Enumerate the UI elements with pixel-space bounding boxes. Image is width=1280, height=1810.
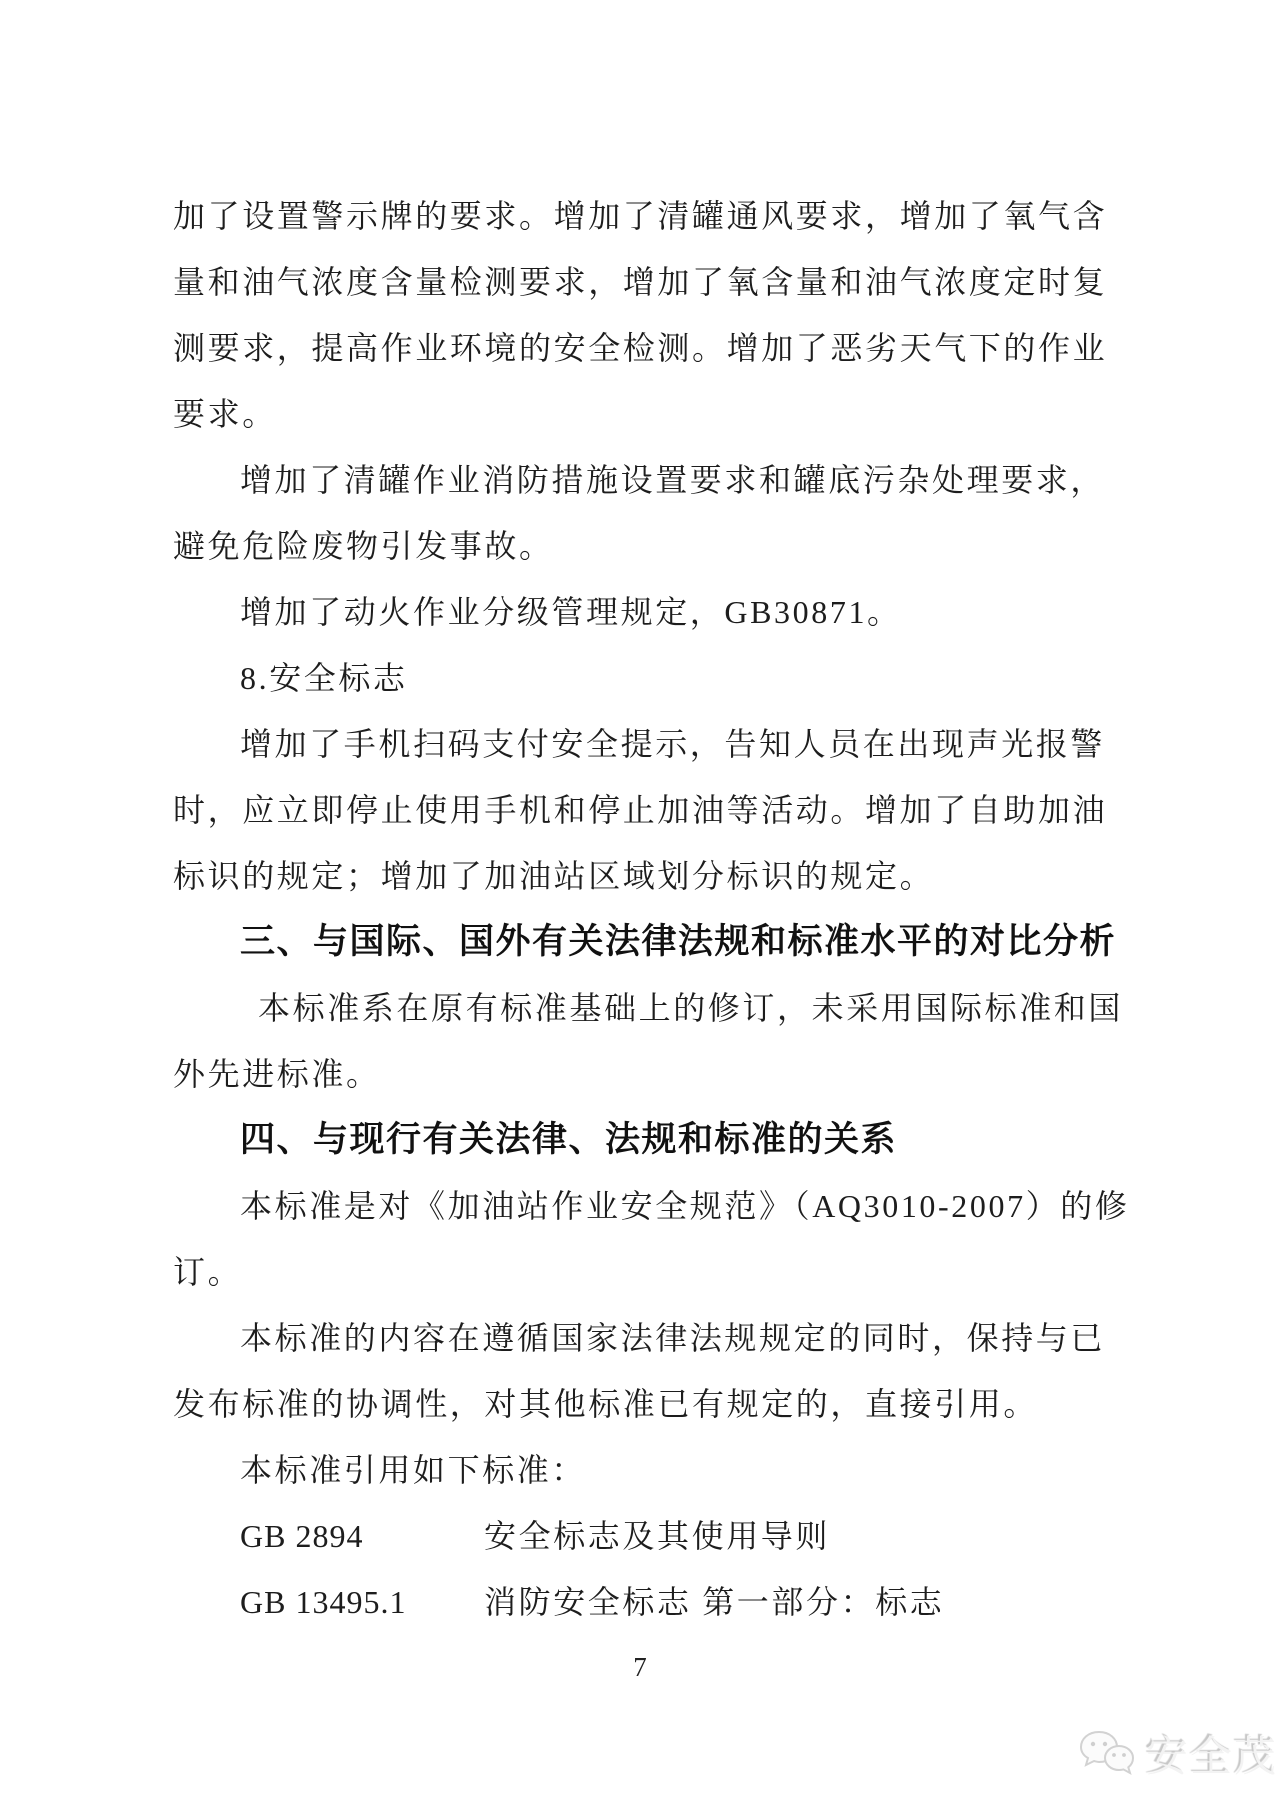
doc-line: 测要求，提高作业环境的安全检测。增加了恶劣天气下的作业: [173, 330, 1108, 366]
watermark: [1078, 1724, 1278, 1784]
reference-standard-row: [173, 1503, 1107, 1569]
doc-line: 标识的规定；增加了加油站区域划分标识的规定。: [173, 858, 935, 894]
doc-line: 要求。: [173, 396, 277, 432]
watermark-label: 安全茂: [1146, 1733, 1279, 1780]
doc-line: 时，应立即停止使用手机和停止加油等活动。增加了自助加油: [173, 792, 1108, 828]
doc-line: 增加了手机扫码支付安全提示，告知人员在出现声光报警: [240, 726, 1106, 762]
doc-line: 发布标准的协调性，对其他标准已有规定的，直接引用。: [173, 1386, 1039, 1422]
doc-line: 量和油气浓度含量检测要求，增加了氧含量和油气浓度定时复: [173, 264, 1108, 300]
doc-line: 本标准引用如下标准：: [240, 1452, 587, 1488]
doc-line: 增加了动火作业分级管理规定，GB30871。: [240, 594, 902, 630]
section-heading-3: 三、与国际、国外有关法律法规和标准水平的对比分析: [240, 922, 1117, 961]
wechat-icon: [1078, 1728, 1136, 1780]
doc-line: 本标准的内容在遵循国家法律法规规定的同时，保持与已: [240, 1320, 1106, 1356]
reference-standard-row: [173, 1569, 1107, 1635]
standard-title: 消防安全标志 第一部分：标志: [484, 1584, 945, 1620]
section-heading-4: 四、与现行有关法律、法规和标准的关系: [240, 1120, 898, 1159]
doc-line: 外先进标准。: [173, 1056, 381, 1092]
doc-line: 本标准系在原有标准基础上的修订，未采用国际标准和国: [258, 990, 1124, 1026]
document-body: [173, 183, 1130, 1635]
standard-title: 安全标志及其使用导则: [484, 1518, 831, 1554]
page-number: 7: [633, 1652, 647, 1682]
doc-line: 本标准是对《加油站作业安全规范》（AQ3010-2007）的修: [240, 1188, 1130, 1224]
standard-code: GB 2894: [240, 1518, 364, 1554]
doc-line: 增加了清罐作业消防措施设置要求和罐底污杂处理要求，: [240, 462, 1106, 498]
doc-line: 订。: [173, 1254, 243, 1290]
standard-code: GB 13495.1: [240, 1584, 407, 1620]
doc-line: 加了设置警示牌的要求。增加了清罐通风要求，增加了氧气含: [173, 198, 1108, 234]
doc-subheading-safety-signs: 8.安全标志: [240, 660, 408, 696]
doc-line: 避免危险废物引发事故。: [173, 528, 554, 564]
